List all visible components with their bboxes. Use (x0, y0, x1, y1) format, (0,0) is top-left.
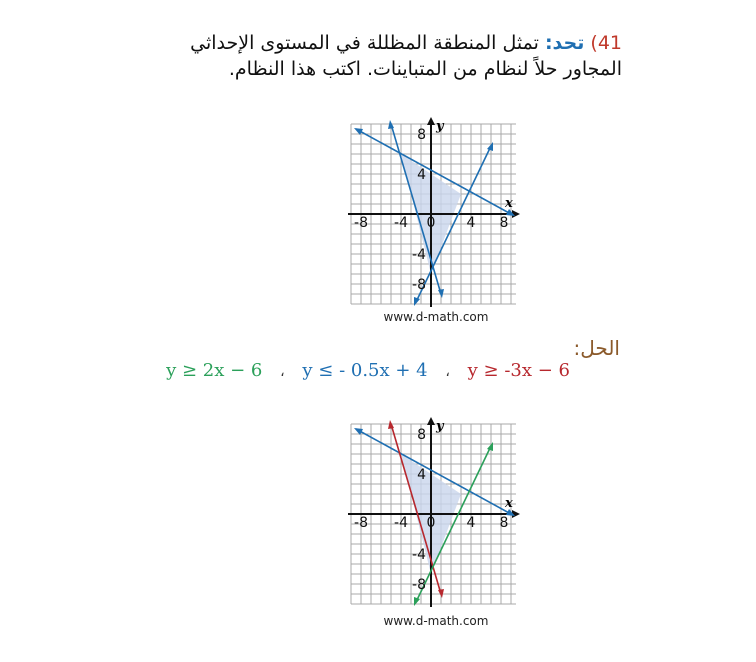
separator: ، (280, 364, 285, 380)
y-tick-label: 8 (417, 127, 426, 143)
inequality-green: y ≥ 2x − 6 (166, 360, 263, 381)
problem-statement (122, 30, 622, 82)
problem-text-line1: تمثل المنطقة المظللة في المستوى الإحداثي (190, 32, 539, 54)
x-tick-label: -8 (354, 515, 368, 531)
solution-graph (346, 414, 526, 614)
problem-number: 41) (590, 32, 622, 54)
separator: ، (445, 364, 450, 380)
website-caption: www.d-math.com (383, 310, 489, 324)
y-axis-arrow (427, 117, 435, 125)
solution-label: الحل: (573, 336, 620, 360)
x-tick-label: 4 (466, 515, 476, 531)
y-tick-label: -8 (412, 277, 426, 293)
problem-label: تحد: (544, 32, 585, 54)
x-axis-label: x (505, 496, 513, 511)
x-tick-label: 0 (426, 515, 436, 531)
y-tick-label: -4 (412, 247, 426, 263)
question-graph (346, 114, 526, 314)
x-tick-label: 8 (499, 515, 509, 531)
y-axis-label: y (436, 419, 444, 434)
x-tick-label: 4 (466, 215, 476, 231)
inequality-blue: y ≤ - 0.5x + 4 (302, 360, 428, 381)
inequalities (110, 360, 570, 381)
y-tick-label: -4 (412, 547, 426, 563)
y-axis-arrow (427, 417, 435, 425)
y-axis-label: y (436, 119, 444, 134)
problem-text-line2: المجاور حلاً لنظام من المتباينات. اكتب هذا النظام. (228, 58, 622, 80)
x-tick-label: 0 (426, 215, 436, 231)
y-tick-label: 4 (417, 167, 426, 183)
y-tick-label: 8 (417, 427, 426, 443)
y-tick-label: -8 (412, 577, 426, 593)
x-tick-label: -8 (354, 215, 368, 231)
website-caption: www.d-math.com (383, 614, 489, 628)
x-tick-label: 8 (499, 215, 509, 231)
x-tick-label: -4 (394, 215, 408, 231)
x-axis-label: x (505, 196, 513, 211)
x-tick-label: -4 (394, 515, 408, 531)
y-tick-label: 4 (417, 467, 426, 483)
inequality-red: y ≥ -3x − 6 (467, 360, 570, 381)
